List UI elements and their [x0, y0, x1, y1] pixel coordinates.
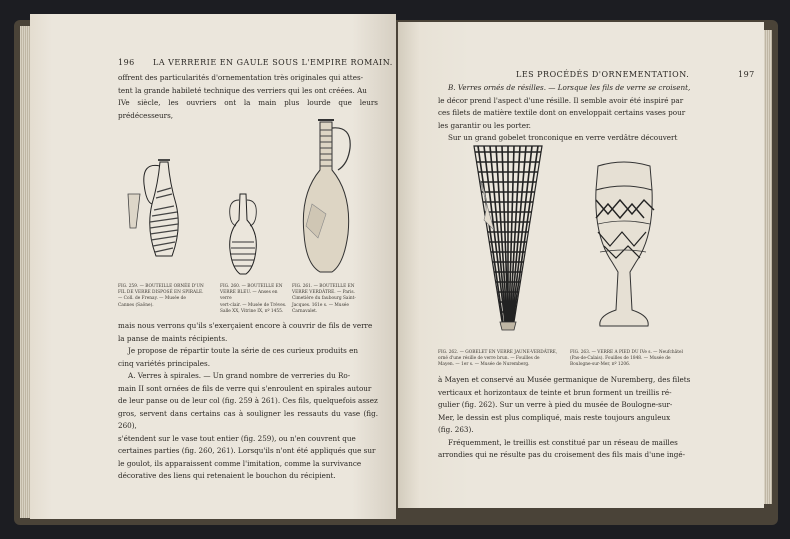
- caption-fig-259: FIG. 259. — BOUTEILLE ORNÉE D'UN FIL DE VERRE DISPOSÉ EN SPIRALE. — Coll. de Frenay. — Musée de Cannes (Saône).: [118, 284, 204, 308]
- left-paragraph-top: offrent des particularités d'ornementation très originales qui attes- tent la grande habileté technique des verriers qui les ont créées. Au IVe siècle, les ouvriers ont la main plus lourde que leurs prédécesseurs,: [118, 73, 378, 120]
- left-page-number: 196: [118, 58, 135, 67]
- caption-fig-261: FIG. 261. — BOUTEILLE EN VERRE VERDÂTRE. — Paris. Cimetière du faubourg Saint- Jacques. 161e s. — Musée Carnavalet.: [292, 284, 356, 314]
- left-body-text: mais nous verrons qu'ils s'exerçaient encore à couvrir de fils de verre la panse de maints récipients. Je propose de répartir toute la série de ces curieux produits en cinq variétés principales. A. Verres à spirales. — Un grand nombre de verreries du Ro- main II sont ornées de fils de verre qui s'enroulent en spirales autour de leur panse ou de leur col (fig. 259 à 261). Ces fils, quelquefois assez gros, servent dans certains cas à souligner les ressauts du vase (fig. 260), s'étendent sur le vase tout entier (fig. 259), ou n'en couvrent que certaines parties (fig. 260, 261). Lorsqu'ils n'ont été appliqués que sur le goulot, ils apparaissent comme l'imitation, comme la survivance décorative des liens qui retenaient le bouchon du récipient.: [118, 321, 378, 480]
- right-paragraph-top: B. Verres ornés de résilles. — Lorsque les fils de verre se croisent, le décor prend l'aspect d'une résille. Il semble avoir été inspiré par ces filets de matière textile dont on enveloppait certains vases pour les garantir ou les porter. Sur un grand gobelet tronconique en verre verdâtre découvert: [438, 83, 691, 142]
- caption-fig-262: FIG. 262. — GOBELET EN VERRE JAUNE-VERDÂTRE, orné d'une résille de verre brun. — Fouilles de Mayen. — 1er s. — Musée de Nuremberg.: [438, 350, 558, 368]
- caption-fig-260: FIG. 260. — BOUTEILLE EN VERRE BLEU. — Anses en verre vert-clair. — Musée de Trèves. Salle XX, Vitrine IX, nº 1455.: [220, 284, 287, 314]
- figure-260-blue-bottle: [218, 190, 268, 278]
- right-running-head: LES PROCÉDÉS D'ORNEMENTATION.: [516, 70, 690, 79]
- left-running-head: LA VERRERIE EN GAULE SOUS L'EMPIRE ROMAIN.: [153, 58, 393, 67]
- caption-fig-263: FIG. 263. — VERRE A PIED DU IVe s. — Neufchâtel (Pas-de-Calais). Fouilles de 1848. — Musée de Boulogne-sur-Mer, nº 1206.: [570, 350, 683, 368]
- figure-259-spiral-bottle: [122, 144, 212, 274]
- right-body-text: à Mayen et conservé au Musée germanique de Nuremberg, des filets verticaux et horizontaux de teinte et brun forment un treillis ré- gulier (fig. 262). Sur un verre à pied du musée de Boulogne-sur- Mer, le dessin est plus compliqué, mais reste toujours anguleux (fig. 263). Fréquemment, le treillis est constitué par un réseau de mailles arrondies qui ne résulte pas du croisement des fils mais d'une ingé-: [438, 375, 691, 459]
- left-page: [30, 14, 396, 519]
- right-page: [398, 22, 764, 508]
- figure-262-netted-goblet: [470, 140, 546, 336]
- figure-263-footed-glass: [584, 160, 664, 336]
- figure-261-greenish-bottle: [292, 114, 362, 280]
- right-page-number: 197: [738, 70, 755, 79]
